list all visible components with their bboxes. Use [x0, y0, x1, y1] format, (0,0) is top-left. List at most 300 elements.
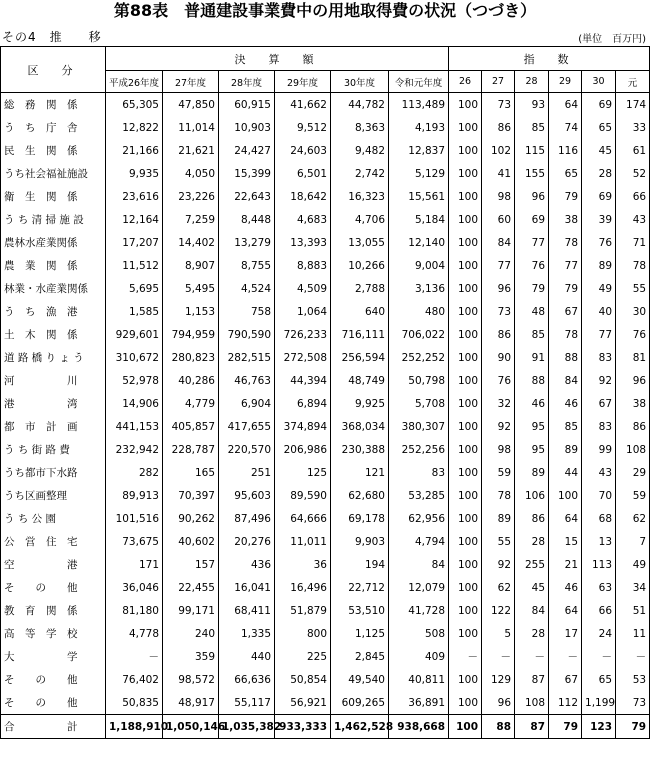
index-value: 115: [515, 139, 549, 162]
table-row: [1, 415, 650, 438]
index-value: 38: [549, 208, 582, 231]
index-value: 100: [449, 369, 482, 392]
index-value: 90: [482, 346, 515, 369]
index-value: 100: [449, 392, 482, 415]
index-value: 88: [482, 715, 515, 739]
settlement-value: 1,050,146: [163, 715, 219, 739]
settlement-value: 1,462,528: [331, 715, 389, 739]
settlement-value: 14,402: [163, 231, 219, 254]
index-value: 100: [449, 415, 482, 438]
row-label: 林業・水産業関係: [1, 277, 106, 300]
settlement-value: 9,482: [331, 139, 389, 162]
index-year-header: 28: [515, 71, 549, 93]
settlement-value: 4,779: [163, 392, 219, 415]
settlement-value: 933,333: [275, 715, 331, 739]
settlement-value: 4,706: [331, 208, 389, 231]
settlement-value: 48,749: [331, 369, 389, 392]
index-value: 77: [515, 231, 549, 254]
settlement-value: 5,129: [389, 162, 449, 185]
table-row: [1, 484, 650, 507]
settlement-value: 125: [275, 461, 331, 484]
settlement-value: 11,011: [275, 530, 331, 553]
settlement-value: 24,603: [275, 139, 331, 162]
index-value: 100: [449, 461, 482, 484]
index-value: 17: [549, 622, 582, 645]
settlement-value: 726,233: [275, 323, 331, 346]
settlement-header: 決 算 額: [106, 47, 449, 71]
settlement-value: 14,906: [106, 392, 163, 415]
settlement-value: 20,276: [219, 530, 275, 553]
settlement-value: 64,666: [275, 507, 331, 530]
settlement-value: 83: [389, 461, 449, 484]
row-label: 公 営 住 宅: [1, 530, 106, 553]
table-row: [1, 599, 650, 622]
index-value: 55: [482, 530, 515, 553]
table-row: [1, 392, 650, 415]
settlement-value: 5,708: [389, 392, 449, 415]
settlement-value: 157: [163, 553, 219, 576]
row-label: 大 学: [1, 645, 106, 668]
index-value: 65: [582, 668, 616, 691]
index-value: 28: [515, 530, 549, 553]
index-value: 73: [616, 691, 650, 715]
settlement-value: 758: [219, 300, 275, 323]
settlement-value: 8,755: [219, 254, 275, 277]
index-value: 64: [549, 507, 582, 530]
row-label: 民 生 関 係: [1, 139, 106, 162]
index-value: 100: [449, 300, 482, 323]
index-value: 100: [449, 139, 482, 162]
row-label: 衛 生 関 係: [1, 185, 106, 208]
index-value: 255: [515, 553, 549, 576]
index-value: 86: [482, 116, 515, 139]
index-value: 100: [449, 254, 482, 277]
settlement-value: 1,188,910: [106, 715, 163, 739]
settlement-value: 440: [219, 645, 275, 668]
settlement-value: 49,540: [331, 668, 389, 691]
index-value: 89: [515, 461, 549, 484]
index-value: 15: [549, 530, 582, 553]
settlement-value: 3,136: [389, 277, 449, 300]
settlement-value: 9,903: [331, 530, 389, 553]
table-row: [1, 254, 650, 277]
index-value: 78: [616, 254, 650, 277]
table-row: [1, 461, 650, 484]
row-label: 空 港: [1, 553, 106, 576]
index-value: 86: [515, 507, 549, 530]
index-value: 74: [549, 116, 582, 139]
settlement-value: 40,811: [389, 668, 449, 691]
settlement-value: 73,675: [106, 530, 163, 553]
index-value: 29: [616, 461, 650, 484]
index-header: 指 数: [449, 47, 650, 71]
index-value: 113: [582, 553, 616, 576]
settlement-value: 6,894: [275, 392, 331, 415]
index-value: 62: [616, 507, 650, 530]
index-value: 53: [616, 668, 650, 691]
settlement-value: 23,616: [106, 185, 163, 208]
index-value: 73: [482, 300, 515, 323]
index-value: 88: [515, 369, 549, 392]
settlement-value: 8,363: [331, 116, 389, 139]
year-header: 29年度: [275, 71, 331, 93]
settlement-value: 12,822: [106, 116, 163, 139]
settlement-value: 89,590: [275, 484, 331, 507]
settlement-value: 101,516: [106, 507, 163, 530]
index-value: 89: [549, 438, 582, 461]
settlement-value: 194: [331, 553, 389, 576]
index-value: 88: [549, 346, 582, 369]
index-value: 24: [582, 622, 616, 645]
settlement-value: 40,602: [163, 530, 219, 553]
settlement-value: 2,845: [331, 645, 389, 668]
settlement-value: 53,285: [389, 484, 449, 507]
index-value: 59: [616, 484, 650, 507]
settlement-value: 21,166: [106, 139, 163, 162]
settlement-value: 171: [106, 553, 163, 576]
row-label: う ち 清 掃 施 設: [1, 208, 106, 231]
index-year-header: 29: [549, 71, 582, 93]
settlement-value: 13,279: [219, 231, 275, 254]
settlement-value: 1,125: [331, 622, 389, 645]
settlement-value: 13,393: [275, 231, 331, 254]
index-value: 89: [582, 254, 616, 277]
settlement-value: 280,823: [163, 346, 219, 369]
index-value: 32: [482, 392, 515, 415]
index-value: 84: [549, 369, 582, 392]
table-row: [1, 323, 650, 346]
row-label: 土 木 関 係: [1, 323, 106, 346]
settlement-value: 380,307: [389, 415, 449, 438]
settlement-value: 50,798: [389, 369, 449, 392]
settlement-value: 938,668: [389, 715, 449, 739]
settlement-value: 252,252: [389, 346, 449, 369]
settlement-value: 374,894: [275, 415, 331, 438]
row-label: う ち 漁 港: [1, 300, 106, 323]
settlement-value: 800: [275, 622, 331, 645]
index-value: 100: [449, 553, 482, 576]
settlement-value: 8,448: [219, 208, 275, 231]
index-value: －: [449, 645, 482, 668]
settlement-value: 6,501: [275, 162, 331, 185]
row-label: 港 湾: [1, 392, 106, 415]
table-row: [1, 622, 650, 645]
table-row: [1, 530, 650, 553]
index-value: 69: [582, 93, 616, 117]
settlement-value: 95,603: [219, 484, 275, 507]
settlement-value: 1,064: [275, 300, 331, 323]
index-value: 59: [482, 461, 515, 484]
row-label: そ の 他: [1, 576, 106, 599]
index-value: 76: [515, 254, 549, 277]
settlement-value: 121: [331, 461, 389, 484]
settlement-value: 16,323: [331, 185, 389, 208]
year-header: 28年度: [219, 71, 275, 93]
row-label: 農 業 関 係: [1, 254, 106, 277]
index-value: 100: [449, 231, 482, 254]
settlement-value: 790,590: [219, 323, 275, 346]
index-value: －: [582, 645, 616, 668]
index-value: 83: [582, 415, 616, 438]
settlement-value: 2,742: [331, 162, 389, 185]
row-label: うち都市下水路: [1, 461, 106, 484]
index-value: 106: [515, 484, 549, 507]
settlement-value: 417,655: [219, 415, 275, 438]
settlement-value: 18,642: [275, 185, 331, 208]
settlement-value: 794,959: [163, 323, 219, 346]
index-value: 65: [582, 116, 616, 139]
settlement-value: 256,594: [331, 346, 389, 369]
index-value: 48: [515, 300, 549, 323]
index-value: 174: [616, 93, 650, 117]
index-value: 79: [616, 715, 650, 739]
settlement-value: 480: [389, 300, 449, 323]
settlement-value: 409: [389, 645, 449, 668]
settlement-value: 508: [389, 622, 449, 645]
settlement-value: 436: [219, 553, 275, 576]
table-row: [1, 369, 650, 392]
index-value: 5: [482, 622, 515, 645]
category-header: 区 分: [1, 47, 106, 93]
settlement-value: 706,022: [389, 323, 449, 346]
settlement-value: 84: [389, 553, 449, 576]
settlement-value: 8,907: [163, 254, 219, 277]
index-value: 98: [482, 185, 515, 208]
settlement-value: 4,509: [275, 277, 331, 300]
settlement-value: 48,917: [163, 691, 219, 715]
settlement-value: 51,879: [275, 599, 331, 622]
settlement-value: 98,572: [163, 668, 219, 691]
settlement-value: 7,259: [163, 208, 219, 231]
index-value: 84: [515, 599, 549, 622]
index-value: 100: [449, 576, 482, 599]
index-value: 43: [582, 461, 616, 484]
settlement-value: 44,394: [275, 369, 331, 392]
settlement-value: 12,079: [389, 576, 449, 599]
settlement-value: 60,915: [219, 93, 275, 117]
settlement-value: 62,680: [331, 484, 389, 507]
index-value: 96: [515, 185, 549, 208]
index-value: 60: [482, 208, 515, 231]
settlement-value: 22,643: [219, 185, 275, 208]
index-value: 92: [482, 553, 515, 576]
index-value: 28: [515, 622, 549, 645]
index-value: 79: [549, 277, 582, 300]
settlement-value: 310,672: [106, 346, 163, 369]
table-row: [1, 668, 650, 691]
row-label: 農林水産業関係: [1, 231, 106, 254]
settlement-value: 1,153: [163, 300, 219, 323]
settlement-value: 230,388: [331, 438, 389, 461]
index-year-header: 30: [582, 71, 616, 93]
row-label: 都 市 計 画: [1, 415, 106, 438]
index-value: 61: [616, 139, 650, 162]
index-value: 100: [449, 622, 482, 645]
settlement-value: 22,455: [163, 576, 219, 599]
settlement-value: 8,883: [275, 254, 331, 277]
settlement-value: 12,140: [389, 231, 449, 254]
index-value: 84: [482, 231, 515, 254]
settlement-value: 36,891: [389, 691, 449, 715]
settlement-value: 46,763: [219, 369, 275, 392]
index-value: 62: [482, 576, 515, 599]
table-row: [1, 208, 650, 231]
settlement-value: 12,837: [389, 139, 449, 162]
table-row: [1, 185, 650, 208]
row-label: 道 路 橋 り ょ う: [1, 346, 106, 369]
settlement-value: 50,854: [275, 668, 331, 691]
settlement-value: 113,489: [389, 93, 449, 117]
settlement-value: 220,570: [219, 438, 275, 461]
settlement-value: 53,510: [331, 599, 389, 622]
index-value: 28: [582, 162, 616, 185]
index-value: 40: [582, 300, 616, 323]
index-value: 45: [582, 139, 616, 162]
index-value: 87: [515, 715, 549, 739]
index-value: 100: [449, 208, 482, 231]
table-row: [1, 507, 650, 530]
settlement-value: 62,956: [389, 507, 449, 530]
table-row: [1, 691, 650, 715]
index-value: 78: [549, 323, 582, 346]
settlement-value: 4,193: [389, 116, 449, 139]
index-value: 69: [515, 208, 549, 231]
settlement-value: 50,835: [106, 691, 163, 715]
index-value: 100: [449, 438, 482, 461]
index-value: 91: [515, 346, 549, 369]
unit-label: (単位 百万円): [578, 34, 646, 45]
index-value: 100: [449, 484, 482, 507]
table-row: [1, 231, 650, 254]
index-value: 55: [616, 277, 650, 300]
settlement-value: 10,903: [219, 116, 275, 139]
index-value: 21: [549, 553, 582, 576]
settlement-value: 252,256: [389, 438, 449, 461]
index-value: 155: [515, 162, 549, 185]
settlement-value: 1,335: [219, 622, 275, 645]
index-value: 70: [582, 484, 616, 507]
index-value: 93: [515, 93, 549, 117]
index-value: 96: [482, 277, 515, 300]
index-value: 85: [549, 415, 582, 438]
index-value: 76: [582, 231, 616, 254]
index-value: 38: [616, 392, 650, 415]
settlement-value: 21,621: [163, 139, 219, 162]
settlement-value: 4,794: [389, 530, 449, 553]
index-value: 49: [616, 553, 650, 576]
index-value: 86: [482, 323, 515, 346]
index-value: －: [616, 645, 650, 668]
index-value: 46: [515, 392, 549, 415]
settlement-value: 69,178: [331, 507, 389, 530]
settlement-value: 52,978: [106, 369, 163, 392]
index-value: 73: [482, 93, 515, 117]
settlement-value: 4,050: [163, 162, 219, 185]
index-value: 64: [549, 599, 582, 622]
index-value: 85: [515, 323, 549, 346]
index-value: 65: [549, 162, 582, 185]
index-year-header: 元: [616, 71, 650, 93]
settlement-value: 24,427: [219, 139, 275, 162]
settlement-value: 272,508: [275, 346, 331, 369]
settlement-value: 9,004: [389, 254, 449, 277]
row-label: 総 務 関 係: [1, 93, 106, 117]
settlement-value: 2,788: [331, 277, 389, 300]
index-value: 77: [549, 254, 582, 277]
index-value: 77: [482, 254, 515, 277]
settlement-value: 70,397: [163, 484, 219, 507]
index-value: 41: [482, 162, 515, 185]
index-value: 108: [515, 691, 549, 715]
settlement-value: 4,524: [219, 277, 275, 300]
index-value: 66: [616, 185, 650, 208]
settlement-value: 36,046: [106, 576, 163, 599]
row-label: う ち 庁 舎: [1, 116, 106, 139]
settlement-value: 15,399: [219, 162, 275, 185]
table-row: [1, 300, 650, 323]
index-value: 63: [582, 576, 616, 599]
settlement-value: 81,180: [106, 599, 163, 622]
index-value: 122: [482, 599, 515, 622]
settlement-value: －: [106, 645, 163, 668]
year-header: 令和元年度: [389, 71, 449, 93]
settlement-value: 240: [163, 622, 219, 645]
table-row: [1, 346, 650, 369]
settlement-value: 99,171: [163, 599, 219, 622]
index-value: 39: [582, 208, 616, 231]
index-value: 100: [449, 507, 482, 530]
settlement-value: 228,787: [163, 438, 219, 461]
settlement-value: 1,585: [106, 300, 163, 323]
settlement-value: 17,207: [106, 231, 163, 254]
settlement-value: 68,411: [219, 599, 275, 622]
index-value: 100: [549, 484, 582, 507]
index-value: －: [482, 645, 515, 668]
settlement-value: 23,226: [163, 185, 219, 208]
table-row: [1, 576, 650, 599]
row-label: そ の 他: [1, 668, 106, 691]
settlement-value: 89,913: [106, 484, 163, 507]
settlement-value: 44,782: [331, 93, 389, 117]
settlement-value: 41,662: [275, 93, 331, 117]
index-value: 100: [449, 346, 482, 369]
settlement-value: 368,034: [331, 415, 389, 438]
index-value: 79: [549, 715, 582, 739]
settlement-value: 640: [331, 300, 389, 323]
index-value: 7: [616, 530, 650, 553]
index-value: 123: [582, 715, 616, 739]
year-header: 30年度: [331, 71, 389, 93]
settlement-value: 716,111: [331, 323, 389, 346]
index-value: 49: [582, 277, 616, 300]
settlement-value: 5,495: [163, 277, 219, 300]
table-body: [1, 93, 650, 739]
settlement-value: 5,184: [389, 208, 449, 231]
index-value: 79: [515, 277, 549, 300]
settlement-value: 4,683: [275, 208, 331, 231]
index-value: 98: [482, 438, 515, 461]
row-label: 合 計: [1, 715, 106, 739]
row-label: 河 川: [1, 369, 106, 392]
settlement-value: 90,262: [163, 507, 219, 530]
settlement-value: 36: [275, 553, 331, 576]
row-label: うち区画整理: [1, 484, 106, 507]
index-value: 69: [582, 185, 616, 208]
index-value: 92: [482, 415, 515, 438]
settlement-value: 11,014: [163, 116, 219, 139]
index-value: －: [549, 645, 582, 668]
index-value: 78: [549, 231, 582, 254]
